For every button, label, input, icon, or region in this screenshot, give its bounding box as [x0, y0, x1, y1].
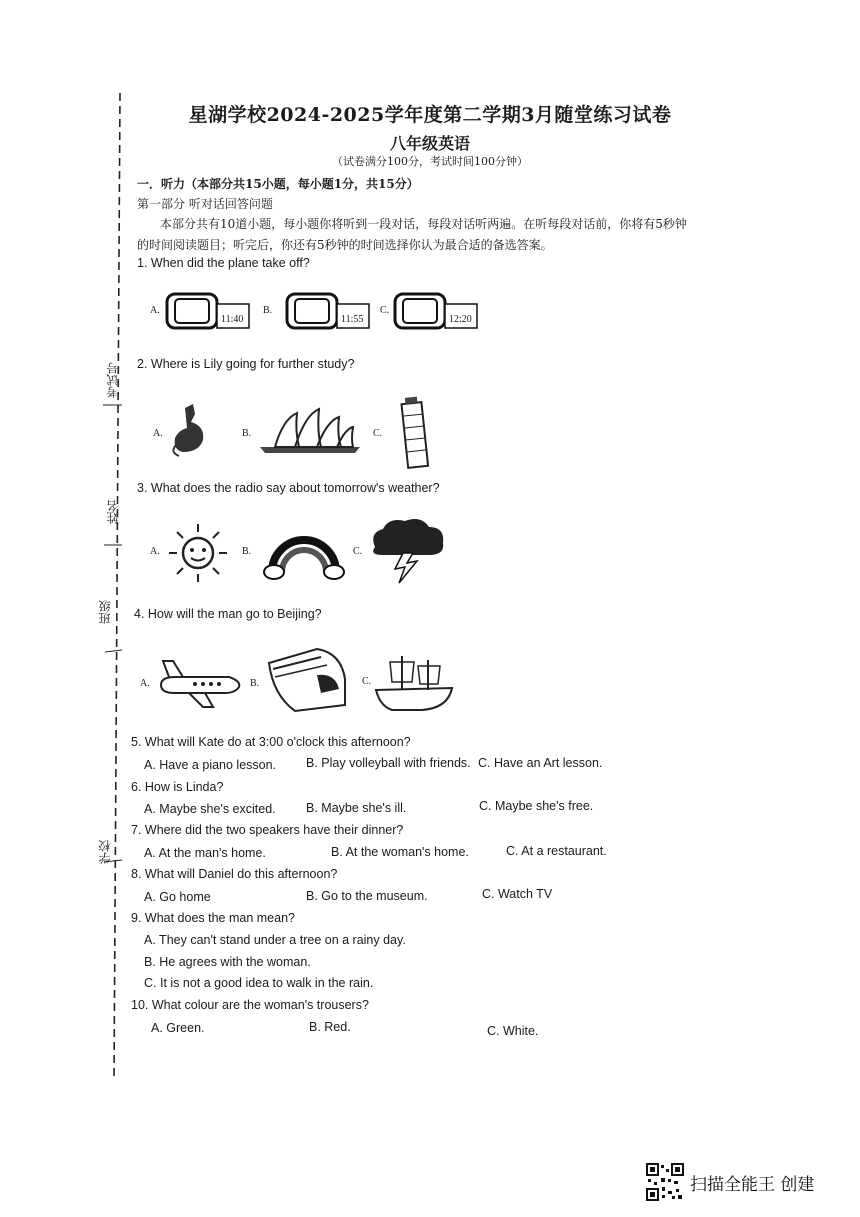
question-2: 2. Where is Lily going for further study?	[137, 357, 355, 371]
q6-option-c: C. Maybe she's free.	[479, 799, 594, 813]
question-6: 6. How is Linda?	[131, 780, 224, 794]
leaning-tower-icon	[395, 397, 435, 472]
q4-option-a-label: A.	[140, 678, 150, 689]
question-1: 1. When did the plane take off?	[137, 256, 310, 270]
question-8: 8. What will Daniel do this afternoon?	[131, 867, 338, 881]
q7-option-a: A. At the man's home.	[144, 846, 266, 860]
name-label: 姓名	[106, 500, 120, 524]
rainbow-icon	[262, 522, 347, 582]
q4-option-b-label: B.	[250, 678, 260, 689]
q3-option-a-label: A.	[150, 546, 160, 557]
q9-option-b: B. He agrees with the woman.	[144, 955, 311, 969]
instructions-line-2: 的时间阅读题目；听完后，你还有5秒钟的时间选择你认为最合适的备选答案。	[137, 238, 553, 252]
q8-option-c: C. Watch TV	[482, 887, 553, 901]
q2-option-b-label: B.	[242, 428, 252, 439]
q1-option-c-label: C.	[380, 305, 390, 316]
q4-option-c-label: C.	[362, 676, 372, 687]
question-9: 9. What does the man mean?	[131, 911, 295, 925]
exam-subtitle: 八年级英语	[389, 134, 470, 153]
watch-icon	[165, 290, 255, 335]
q3-option-b-label: B.	[242, 546, 252, 557]
opera-house-icon	[255, 405, 365, 455]
q6-option-b: B. Maybe she's ill.	[306, 801, 407, 815]
plane-icon	[155, 655, 245, 710]
q10-option-b: B. Red.	[309, 1020, 351, 1034]
train-icon	[265, 645, 350, 715]
q1-time-b: 11:55	[341, 314, 364, 325]
instructions-line-1: 本部分共有10道小题，每小题你将听到一段对话，每段对话听两遍。在听每段对话前，你将有5秒钟	[160, 217, 687, 231]
qr-code-icon	[646, 1163, 684, 1201]
q9-option-a: A. They can't stand under a tree on a rainy day.	[144, 933, 406, 947]
q5-option-c: C. Have an Art lesson.	[478, 756, 603, 770]
class-label: 班级	[98, 600, 112, 624]
q2-option-a-label: A.	[153, 428, 163, 439]
exam-note: （试卷满分100分，考试时间100分钟）	[332, 155, 528, 168]
question-7: 7. Where did the two speakers have their dinner?	[131, 823, 404, 837]
q8-option-b: B. Go to the museum.	[306, 889, 428, 903]
exam-title: 星湖学校2024-2025学年度第二学期3月随堂练习试卷	[188, 104, 672, 126]
q3-option-c-label: C.	[353, 546, 363, 557]
question-5: 5. What will Kate do at 3:00 o'clock this afternoon?	[131, 735, 411, 749]
q5-option-b: B. Play volleyball with friends.	[306, 756, 471, 770]
q2-option-c-label: C.	[373, 428, 383, 439]
q7-option-c: C. At a restaurant.	[506, 844, 607, 858]
q5-option-a: A. Have a piano lesson.	[144, 758, 277, 772]
merlion-icon	[165, 400, 225, 460]
q1-option-b-label: B.	[263, 305, 273, 316]
q8-option-a: A. Go home	[144, 890, 211, 904]
thunderstorm-icon	[365, 515, 450, 585]
q1-time-c: 12:20	[449, 314, 472, 325]
ship-icon	[372, 652, 457, 714]
q6-option-a: A. Maybe she's excited.	[144, 802, 276, 816]
question-4: 4. How will the man go to Beijing?	[134, 607, 322, 621]
q10-option-c: C. White.	[487, 1024, 539, 1038]
q1-time-a: 11:40	[221, 314, 244, 325]
q7-option-b: B. At the woman's home.	[331, 845, 469, 859]
section-heading: 一．听力（本部分共15小题，每小题1分，共15分）	[137, 177, 419, 191]
q1-option-a-label: A.	[150, 305, 160, 316]
q10-option-a: A. Green.	[151, 1021, 205, 1035]
watch-icon	[393, 290, 483, 335]
exam-number-label: 考试号	[106, 362, 120, 398]
question-10: 10. What colour are the woman's trousers?	[131, 998, 369, 1012]
scanner-watermark: 扫描全能王 创建	[690, 1175, 815, 1195]
part-title: 第一部分 听对话回答问题	[137, 197, 273, 211]
watch-icon	[285, 290, 375, 335]
question-3: 3. What does the radio say about tomorrow's weather?	[137, 481, 440, 495]
sun-icon	[165, 520, 231, 586]
q9-option-c: C. It is not a good idea to walk in the rain.	[144, 976, 374, 990]
school-label: 学校	[98, 840, 112, 864]
